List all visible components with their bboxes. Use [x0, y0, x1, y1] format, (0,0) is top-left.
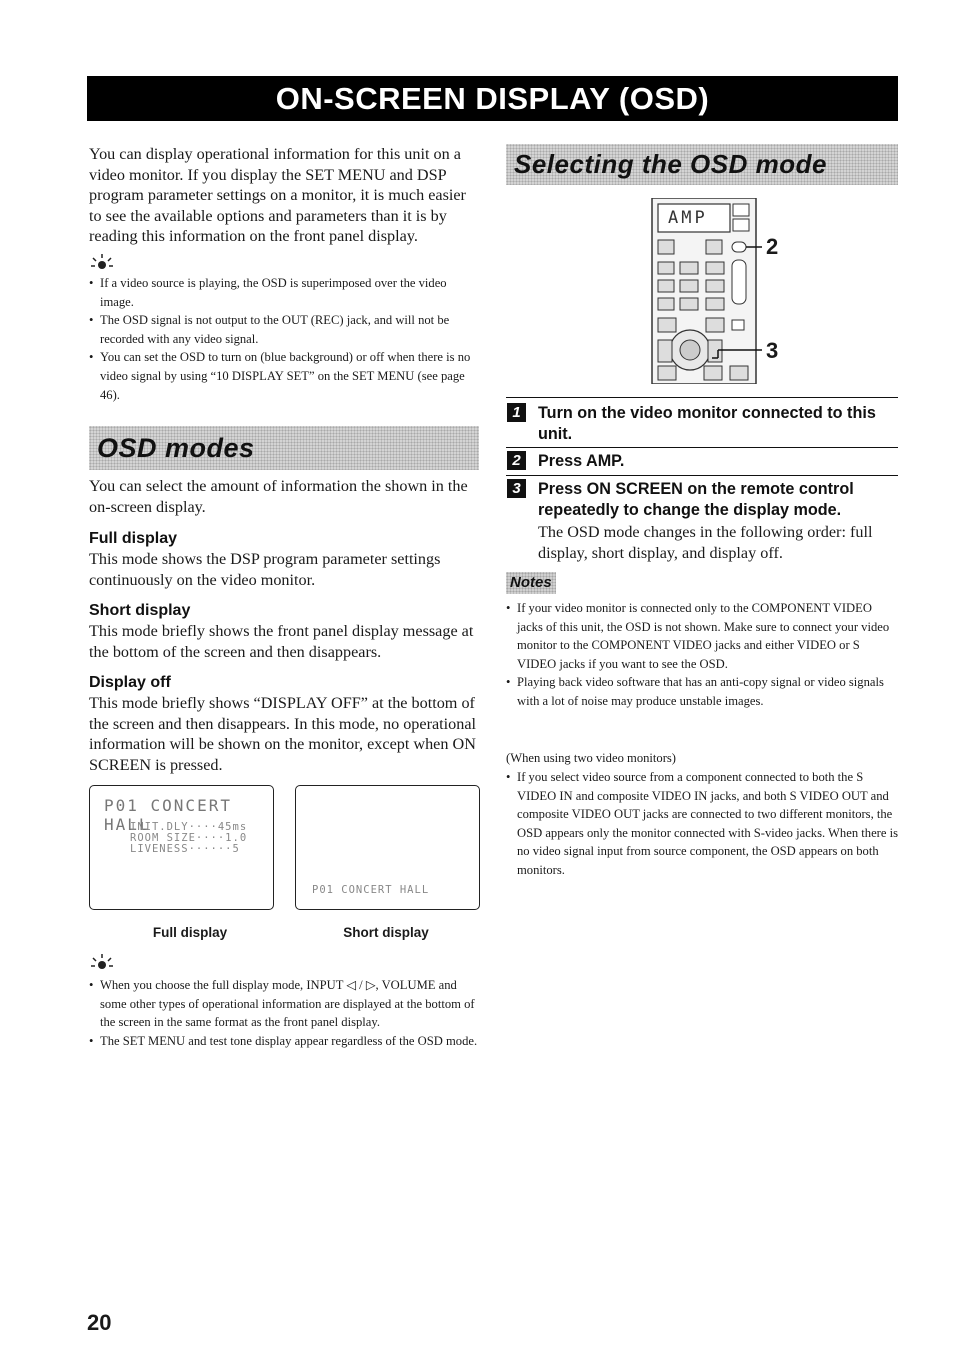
remote-display-text: AMP — [668, 208, 708, 228]
step-3-text: Press ON SCREEN on the remote control repeatedly to change the display mode. — [538, 480, 854, 519]
list-item: • The OSD signal is not output to the OUT (REC) jack, and will not be recorded with any video signal. — [89, 311, 481, 348]
list-item: • If a video source is playing, the OSD is superimposed over the video image. — [89, 274, 481, 311]
short-display-text: This mode briefly shows the front panel display message at the bottom of the screen and then disappears. — [89, 622, 474, 661]
tip-icon — [89, 252, 119, 272]
full-display-screen-title: P01 CONCERT HALL — [104, 796, 232, 834]
callout-step-2: 2 — [766, 234, 779, 259]
two-monitors-heading: (When using two video monitors) — [506, 751, 676, 765]
display-off-text: This mode briefly shows “DISPLAY OFF” at the bottom of the screen and then disappears. In this mode, no operational information will be shown on the monitor, except when ON SCREEN is pressed. — [89, 694, 477, 774]
callout-step-3: 3 — [766, 338, 779, 363]
notes-label: Notes — [506, 572, 556, 594]
full-display-text: This mode shows the DSP program parameter settings continuously on the video monitor. — [89, 550, 441, 589]
full-display-heading: Full display — [89, 530, 178, 547]
list-item: • When you choose the full display mode, INPUT ◁ / ▷, VOLUME and some other types of operational information are displayed at the bottom of the screen in the same format as the front panel display. — [89, 976, 481, 1032]
step-divider — [506, 397, 898, 398]
osd-modes-intro: You can select the amount of information the shown in the on-screen display. — [89, 477, 468, 516]
step-2-text: Press AMP. — [538, 452, 625, 470]
tips-bottom-list — [89, 976, 481, 1050]
full-display-caption: Full display — [152, 925, 228, 940]
step-number-3: 3 — [507, 479, 526, 498]
step-1-text: Turn on the video monitor connected to this unit. — [538, 404, 876, 443]
short-display-heading: Short display — [89, 602, 191, 619]
tip-icon — [89, 952, 119, 972]
notes-list — [506, 599, 898, 711]
step-divider — [506, 447, 898, 448]
short-display-caption: Short display — [343, 925, 429, 940]
tips-top-list — [89, 274, 481, 404]
step-number-2: 2 — [507, 451, 526, 470]
list-item: • If your video monitor is connected only to the COMPONENT VIDEO jacks of this unit, the OSD is not shown. Make sure to connect your video monitor to the COMPONENT VIDEO jacks and either VIDEO or S VIDEO jacks if you want to see the OSD. — [506, 599, 898, 673]
full-display-screen-line: LIVENESS······5 — [130, 843, 240, 855]
page-title: ON-SCREEN DISPLAY (OSD) — [87, 76, 898, 121]
step-3-detail: The OSD mode changes in the following order: full display, short display, and display off. — [538, 523, 873, 562]
short-display-screen-text: P01 CONCERT HALL — [312, 884, 430, 896]
list-item: • Playing back video software that has an anti-copy signal or video signals with a lot of noise may produce unstable images. — [506, 673, 898, 710]
list-item: • You can set the OSD to turn on (blue background) or off when there is no video signal by using “10 DISPLAY SET” on the SET MENU (see page 46). — [89, 348, 481, 404]
two-monitors-list — [506, 768, 898, 880]
list-item: • The SET MENU and test tone display appear regardless of the OSD mode. — [89, 1032, 481, 1051]
intro-paragraph: You can display operational information for this unit on a video monitor. If you display the SET MENU and DSP program parameter settings on a monitor, it is much easier to see the available options and parameters than it is by reading this information on the front panel display. — [89, 145, 466, 246]
full-display-screen-line: ROOM SIZE····1.0 — [130, 832, 248, 844]
page-number: 20 — [87, 1310, 112, 1335]
full-display-screen-line: INIT.DLY····45ms — [130, 821, 248, 833]
list-item: • If you select video source from a component connected to both the S VIDEO IN and composite VIDEO IN jacks, and both S VIDEO OUT and composite VIDEO OUT jacks are connected to two different monitors, the OSD appears only the monitor connected with S-video jacks. When there is no video signal input from source component, the OSD appears on both monitors. — [506, 768, 898, 880]
osd-modes-heading: OSD modes — [89, 426, 479, 470]
step-number-1: 1 — [507, 403, 526, 422]
short-display-screen — [295, 785, 480, 910]
display-off-heading: Display off — [89, 674, 171, 691]
remote-control-illustration — [648, 198, 788, 384]
selecting-osd-heading: Selecting the OSD mode — [506, 144, 898, 185]
step-divider — [506, 475, 898, 476]
full-display-screen — [89, 785, 274, 910]
